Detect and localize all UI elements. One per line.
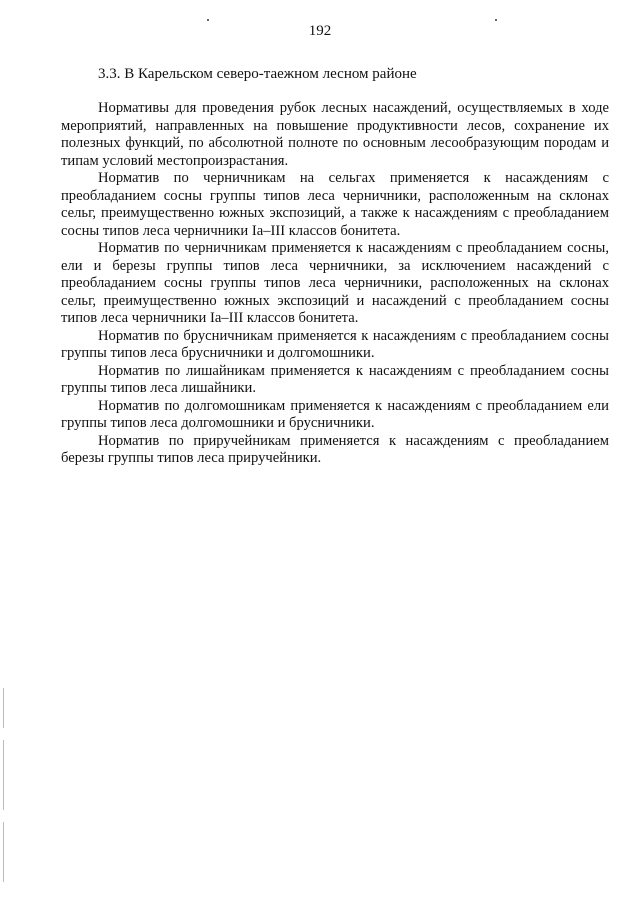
section-heading: 3.3. В Карельском северо-таежном лесном районе	[98, 66, 417, 82]
paragraph: Норматив по брусничникам применяется к насаждениям с преобладанием сосны группы типов леса брусничники и долгомошники.	[61, 327, 609, 361]
paragraph: Норматив по приручейникам применяется к насаждениям с преобладанием березы группы типов леса приручейники.	[61, 432, 609, 466]
paragraph: Норматив по долгомошникам применяется к насаждениям с преобладанием ели группы типов леса долгомошники и брусничники.	[61, 397, 609, 431]
scan-speck-right	[495, 19, 497, 21]
paragraph: Норматив по лишайникам применяется к насаждениям с преобладанием сосны группы типов леса лишайники.	[61, 362, 609, 396]
body-text	[61, 100, 609, 468]
scan-edge-mark	[3, 822, 4, 882]
scan-speck-left	[207, 19, 209, 21]
paragraph: Норматив по черничникам на сельгах применяется к насаждениям с преобладанием сосны группы типов леса черничники, расположенным на склонах сельг, преимущественно южных экспозиций, а также к насаждениям с преобладанием сосны типов леса черничники Iа–III классов бонитета.	[61, 170, 609, 239]
paragraph: Норматив по черничникам применяется к насаждениям с преобладанием сосны, ели и березы группы типов леса черничники, за исключением насаждений с преобладанием сосны группы типов леса черничники, расположенных на склонах сельг, преимущественно южных экспозиций и насаждений с преобладанием сосны типов леса черничники Iа–III классов бонитета.	[61, 240, 609, 326]
scan-edge-mark	[3, 740, 4, 810]
paragraph: Нормативы для проведения рубок лесных насаждений, осуществляемых в ходе мероприятий, направленных на повышение продуктивности лесов, сохранение их полезных функций, по абсолютной полноте по основным лесообразующим породам и типам условий местопроизрастания.	[61, 100, 609, 169]
page-number: 192	[308, 23, 332, 39]
scan-edge-mark	[3, 688, 4, 728]
